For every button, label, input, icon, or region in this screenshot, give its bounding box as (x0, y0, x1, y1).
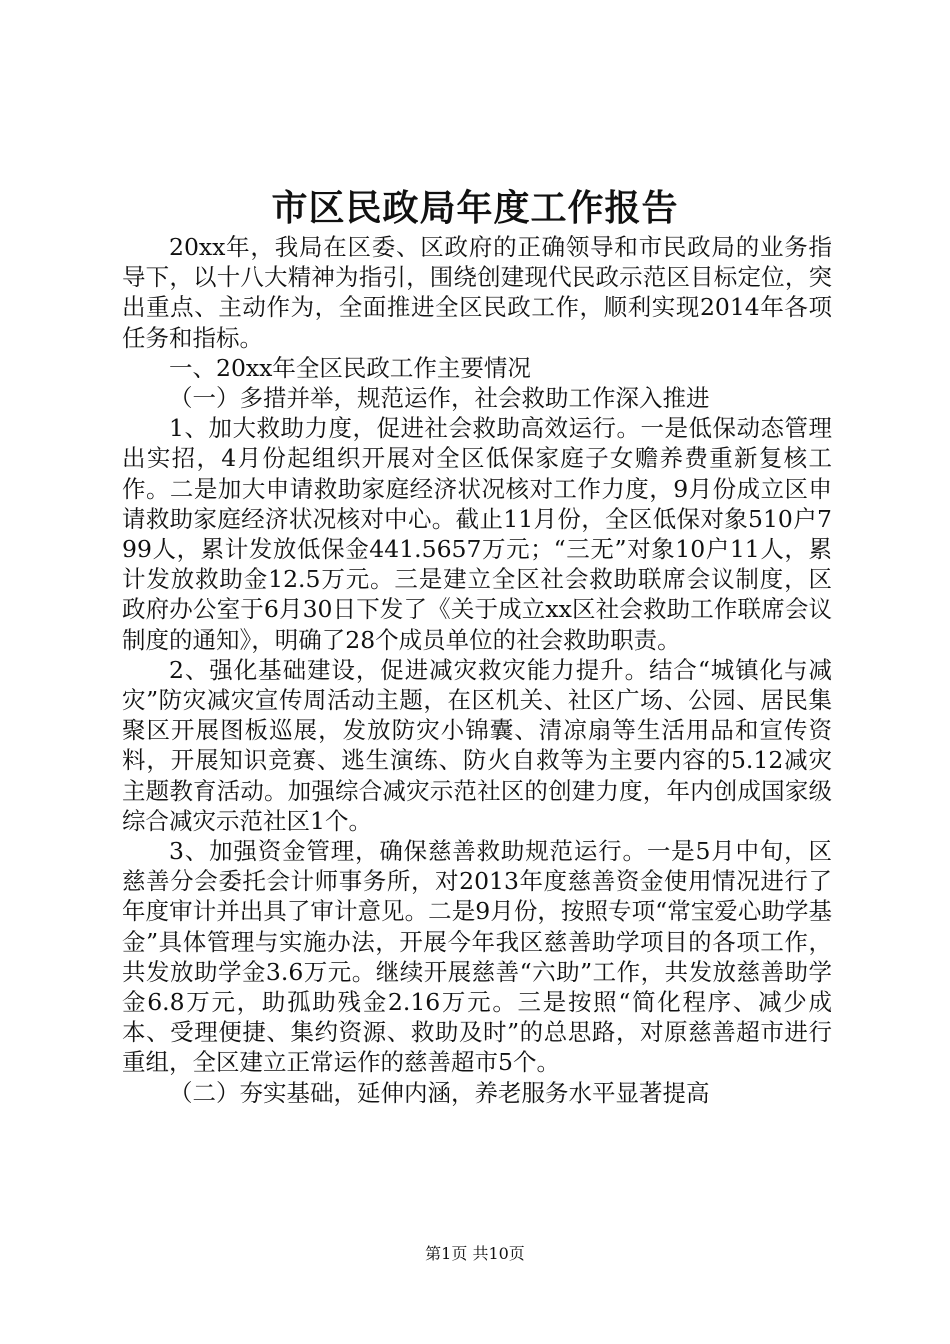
page-footer: 第1页 共10页 (425, 1244, 525, 1263)
section-heading-1: 一、20xx年全区民政工作主要情况 (169, 353, 531, 382)
paragraph-item-1: 1、加大救助力度，促进社会救助高效运行。一是低保动态管理出实招，4月份起组织开展对全区低保家庭子女赡养费重新复核工作。二是加大申请救助家庭经济状况核对工作力度，9月份成立区申请救助家庭经济状况核对中心。截止11月份，全区低保对象510户799人，累计发放低保金441.5657万元；“三无”对象10户11人，累计发放救助金12.5万元。三是建立全区社会救助联席会议制度，区政府办公室于6月30日下发了《关于成立xx区社会救助工作联席会议制度的通知》，明确了28个成员单位的社会救助职责。 (122, 414, 832, 654)
paragraph-item-2: 2、强化基础建设，促进减灾救灾能力提升。结合“城镇化与减灾”防灾减灾宣传周活动主题，在区机关、社区广场、公园、居民集聚区开展图板巡展，发放防灾小锦囊、清凉扇等生活用品和宣传资料，开展知识竞赛、逃生演练、防火自救等为主要内容的5.12减灾主题教育活动。加强综合减灾示范社区的创建力度，年内创成国家级综合减灾示范社区1个。 (122, 655, 832, 835)
page-title: 市区民政局年度工作报告 (271, 187, 679, 229)
paragraph-item-3: 3、加强资金管理，确保慈善救助规范运行。一是5月中旬，区慈善分会委托会计师事务所，对2013年度慈善资金使用情况进行了年度审计并出具了审计意见。二是9月份，按照专项“常宝爱心助学基金”具体管理与实施办法，开展今年我区慈善助学项目的各项工作，共发放助学金3.6万元。继续开展慈善“六助”工作，共发放慈善助学金6.8万元，助孤助残金2.16万元。三是按照“简化程序、减少成本、受理便捷、集约资源、救助及时”的总思路，对原慈善超市进行重组，全区建立正常运作的慈善超市5个。 (122, 837, 832, 1077)
subsection-heading-2: （二）夯实基础，延伸内涵，养老服务水平显著提高 (169, 1078, 710, 1107)
paragraph-intro: 20xx年，我局在区委、区政府的正确领导和市民政局的业务指导下，以十八大精神为指引，围绕创建现代民政示范区目标定位，突出重点、主动作为，全面推进全区民政工作，顺利实现2014年各项任务和指标。 (122, 233, 832, 352)
subsection-heading-1: （一）多措并举，规范运作，社会救助工作深入推进 (169, 384, 710, 413)
document-body (122, 232, 832, 1108)
